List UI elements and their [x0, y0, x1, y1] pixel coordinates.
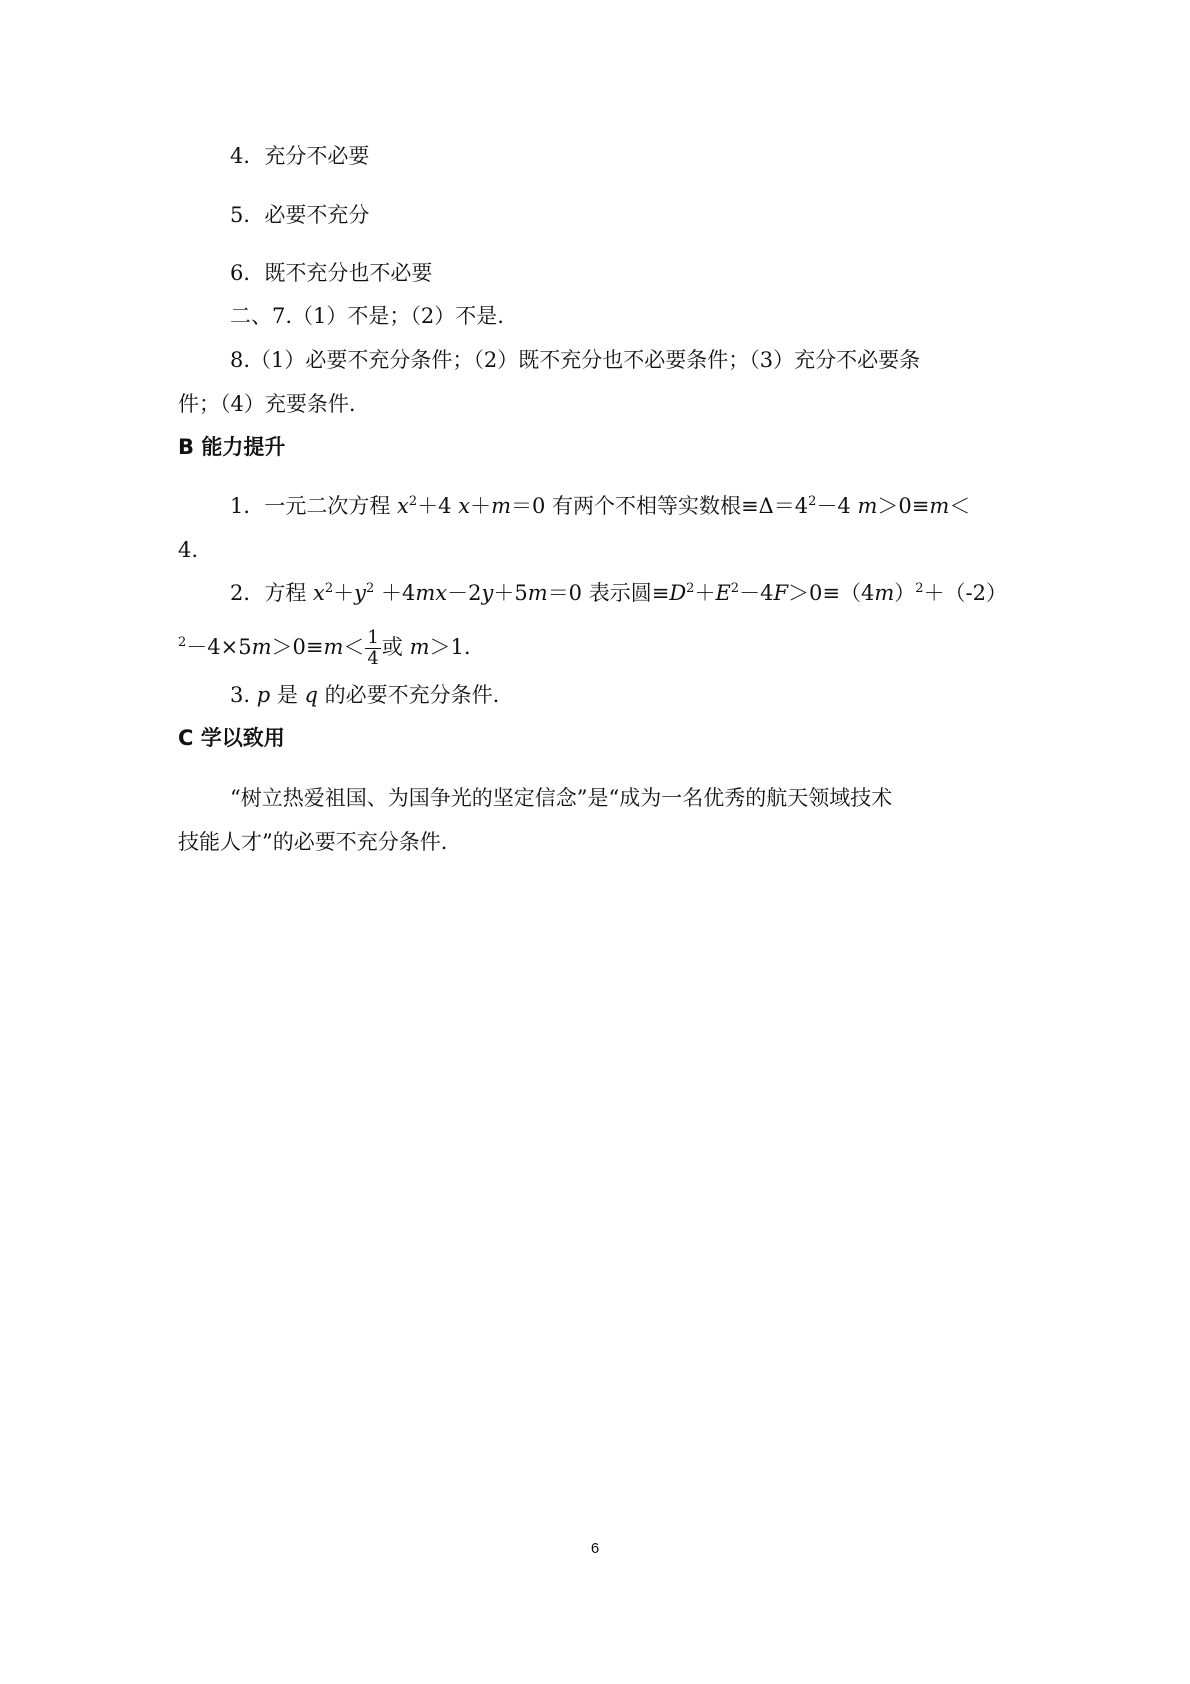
answer-item-5: 5．必要不充分: [230, 203, 370, 227]
answer-item-4: 4．充分不必要: [230, 144, 370, 168]
b-item-2-line1: 2．方程 $x^2+y^2 +4mx-2y+5m=0$ 表示圆$\equiv D^2+E^2-4F>0\equiv(4m)^2+(-2)$: [230, 581, 1008, 605]
b-item-1-line1: 1．一元二次方程 $x^2+4$ x＋m＝0 有两个不相等实数根$\equiv\Delta=4^2-4$ m＞0≡m＜: [230, 494, 971, 518]
c-paragraph-line2: 技能人才”的必要不充分条件.: [178, 830, 448, 854]
answer-item-7: 二、7.（1）不是；（2）不是.: [230, 304, 504, 328]
c-paragraph-line1: “树立热爱祖国、为国争光的坚定信念”是“成为一名优秀的航天领域技术: [230, 786, 893, 810]
b-item-2-line2: $^2$－4×5m＞0≡m＜ $\frac{1}{4}$ 或 m＞1.: [178, 627, 471, 669]
fraction-one-quarter: $\frac{1}{4}$: [367, 627, 379, 669]
b-item-3: 3. p 是 q 的必要不充分条件.: [230, 683, 500, 707]
answer-item-8-line2: 件；（4）充要条件.: [178, 392, 356, 416]
b-item-1-line2: 4.: [178, 538, 199, 562]
page-number: 6: [590, 1540, 600, 1557]
section-c-heading: C 学以致用: [178, 726, 285, 750]
section-b-heading: B 能力提升: [178, 435, 286, 459]
answer-item-6: 6．既不充分也不必要: [230, 261, 433, 285]
answer-item-8-line1: 8.（1）必要不充分条件；（2）既不充分也不必要条件；（3）充分不必要条: [230, 348, 921, 372]
